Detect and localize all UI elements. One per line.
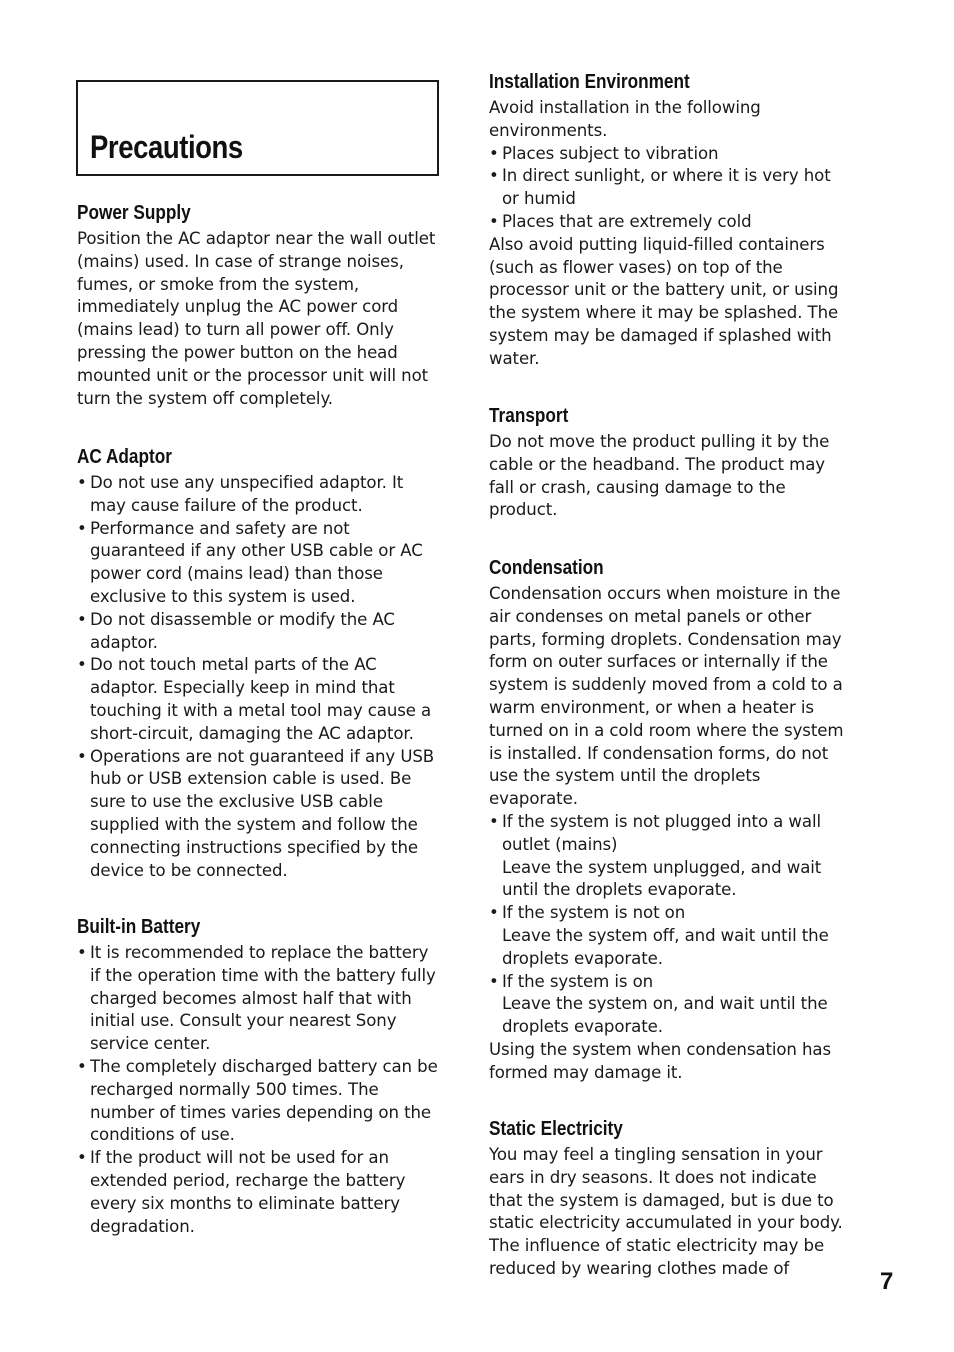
section-heading: Static Electricity [489,1118,623,1140]
section-heading: Built-in Battery [77,916,201,938]
section-transport [489,405,851,522]
page-title: Precautions [90,129,243,165]
paragraph: Do not move the product pulling it by the cable or the headband. The product may fall or crash, causing damage to the product. [489,432,830,520]
section-installation-environment [489,71,851,371]
condition-text: • If the system is not on [489,902,851,925]
paragraph: You may feel a tingling sensation in your ears in dry seasons. It does not indicate that the system is damaged, but is due to static electricity accumulated in your body. The influence of static electricity may be reduced by wearing clothes made of [489,1145,843,1278]
action-text: Leave the system off, and wait until the droplets evaporate. [502,925,829,968]
list-item: • It is recommended to replace the battery if the operation time with the battery fully charged becomes almost half that with initial use. Consult your nearest Sony service center. [77,942,439,1056]
bullet-list [77,942,439,1238]
list-item: • Places subject to vibration [489,143,851,166]
page-number: 7 [880,1268,894,1295]
section-static-electricity [489,1118,851,1281]
list-item: • The completely discharged battery can be recharged normally 500 times. The number of times varies depending on the conditions of use. [77,1056,439,1147]
section-built-in-battery [77,916,439,1238]
section-ac-adaptor [77,446,439,882]
section-heading: Installation Environment [489,71,690,93]
bullet-list [77,472,439,882]
list-item [489,902,851,970]
paragraph: Avoid installation in the following environments. [489,98,761,140]
action-text: Leave the system on, and wait until the droplets evaporate. [502,994,828,1037]
list-item: • Do not use any unspecified adaptor. It may cause failure of the product. [77,472,439,518]
condition-text: • If the system is not plugged into a wall outlet (mains) [489,811,851,857]
list-item: • In direct sunlight, or where it is very hot or humid [489,165,851,211]
list-item: • Performance and safety are not guaranteed if any other USB cable or AC power cord (mains lead) than those exclusive to this system is used. [77,518,439,609]
list-item: • Operations are not guaranteed if any USB hub or USB extension cable is used. Be sure to use the exclusive USB cable supplied with the system and follow the connecting instructions specified by the device to be connected. [77,746,439,883]
condition-text: • If the system is on [489,971,851,994]
list-item [489,811,851,902]
list-item: • Do not touch metal parts of the AC adaptor. Especially keep in mind that touching it with a metal tool may cause a short-circuit, damaging the AC adaptor. [77,654,439,745]
paragraph: Position the AC adaptor near the wall outlet (mains) used. In case of strange noises, fumes, or smoke from the system, immediately unplug the AC power cord (mains lead) to turn all power off. Only pressing the power button on the head mounted unit or the processor unit will not turn the system off completely. [77,229,436,408]
section-heading: Condensation [489,557,604,579]
list-item: • If the product will not be used for an extended period, recharge the battery every six months to eliminate battery degradation. [77,1147,439,1238]
paragraph: Also avoid putting liquid-filled containers (such as flower vases) on top of the processor unit or the battery unit, or using the system where it may be splashed. The system may be damaged if splashed with water. [489,234,839,368]
bullet-list [489,143,851,234]
list-item: • Places that are extremely cold [489,211,851,234]
section-power-supply [77,202,439,410]
list-item: • Do not disassemble or modify the AC adaptor. [77,609,439,655]
list-item [489,971,851,1039]
bullet-list [489,811,851,1039]
section-condensation [489,557,851,1085]
section-heading: Power Supply [77,202,191,224]
paragraph: Using the system when condensation has formed may damage it. [489,1039,832,1082]
page-title-box [76,80,439,176]
paragraph: Condensation occurs when moisture in the air condenses on metal panels or other parts, forming droplets. Condensation may form on outer surfaces or internally if the system is suddenly moved from a cold to a warm environment, or when a heater is turned on in a cold room where the system is installed. If condensation forms, do not use the system until the droplets evaporate. [489,584,844,809]
action-text: Leave the system unplugged, and wait until the droplets evaporate. [502,857,822,900]
section-heading: Transport [489,405,569,427]
section-heading: AC Adaptor [77,446,172,468]
